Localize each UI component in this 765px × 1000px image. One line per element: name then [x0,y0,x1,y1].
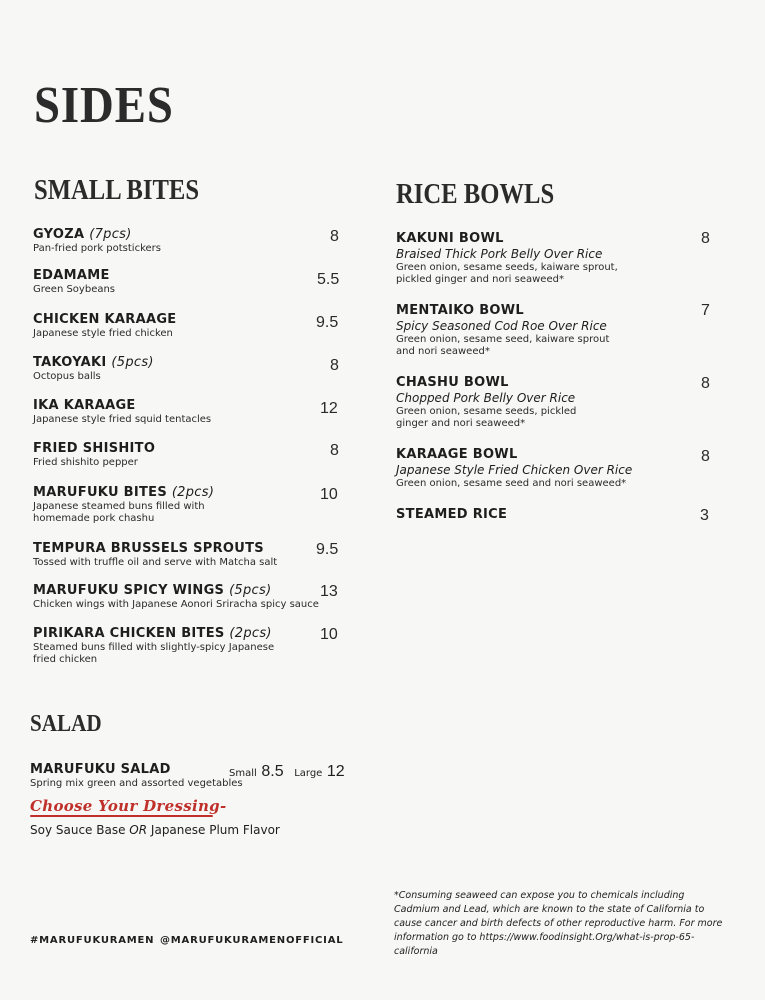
item-description: Japanese steamed buns filled with homemade pork chashu [33,501,205,524]
item-name: KARAAGE BOWL [396,447,518,462]
dressing-underline [30,815,213,817]
item-description: Green onion, sesame seeds, pickled ginger and nori seaweed* [396,406,577,429]
item-price: 8 [330,442,339,459]
large-price: 12 [326,763,345,780]
menu-item-steamed-rice [396,507,606,523]
large-size-label: Large [294,768,323,779]
item-price: 7 [701,302,710,319]
prop-65-footnote: *Consuming seaweed can expose you to chemicals including Cadmium and Lead, which are known to the state of California to cause cancer and birth defects of other reproductive harm. For more information go to https://www.foodinsight.Org/what-is-prop-65-california [394,890,723,957]
item-price: 8 [330,357,339,374]
item-name: TAKOYAKI (5pcs) [33,355,154,370]
dressing-title: Choose Your Dressing- [30,797,227,815]
menu-item-chashu-bowl [396,375,606,430]
item-name: STEAMED RICE [396,507,508,522]
menu-item-karaage-bowl [396,447,646,490]
menu-item-marufuku-bites [33,485,243,525]
item-name: CHICKEN KARAAGE [33,312,177,327]
item-name: MARUFUKU BITES (2pcs) [33,485,215,500]
item-name: MARUFUKU SALAD [30,762,171,777]
rice-bowls-title: RICE BOWLS [396,179,555,210]
item-price: 12 [320,400,338,417]
dressing-options [30,823,280,837]
menu-item-fried-shishito [33,441,343,469]
item-name: GYOZA (7pcs) [33,227,132,242]
small-bites-title: SMALL BITES [34,175,200,206]
page-title: SIDES [34,77,174,134]
item-name: EDAMAME [33,268,110,283]
item-name: FRIED SHISHITO [33,441,156,456]
item-name: MENTAIKO BOWL [396,303,525,318]
small-size-label: Small [229,768,257,779]
item-description: Japanese style fried chicken [33,328,173,339]
dressing-or: OR [129,823,148,837]
item-description: Green Soybeans [33,284,116,295]
item-description: Chicken wings with Japanese Aonori Sriracha spicy sauce [33,599,319,610]
menu-item-gyoza [33,227,343,255]
item-name: PIRIKARA CHICKEN BITES (2pcs) [33,626,272,641]
item-price: 8 [701,375,710,392]
item-price: 10 [320,626,338,643]
item-description: Green onion, sesame seed and nori seaweed* [396,478,627,489]
item-name: MARUFUKU SPICY WINGS (5pcs) [33,583,272,598]
item-subtitle: Braised Thick Pork Belly Over Rice [396,247,603,261]
item-price: 8 [330,228,339,245]
item-price: 5.5 [317,271,340,288]
item-description: Tossed with truffle oil and serve with Matcha salt [33,557,278,568]
item-name: KAKUNI BOWL [396,231,504,246]
item-subtitle: Japanese Style Fried Chicken Over Rice [396,463,633,477]
item-description: Octopus balls [33,371,101,382]
item-price: 3 [700,507,709,524]
menu-item-tempura-brussels-sprouts [33,541,343,569]
menu-item-kakuni-bowl [396,231,626,286]
item-name: IKA KARAAGE [33,398,136,413]
item-price: 10 [320,486,338,503]
menu-item-chicken-karaage [33,312,343,340]
item-description: Japanese style fried squid tentacles [33,414,212,425]
item-description: Steamed buns filled with slightly-spicy Japanese fried chicken [33,642,275,665]
item-description: Fried shishito pepper [33,457,138,468]
menu-item-marufuku-spicy-wings [33,583,343,611]
small-price: 8.5 [261,763,284,780]
item-price: 8 [701,448,710,465]
item-price: 13 [320,583,338,600]
item-name: CHASHU BOWL [396,375,509,390]
salad-prices [229,761,345,781]
menu-item-mentaiko-bowl [396,303,616,358]
item-description: Green onion, sesame seeds, kaiware sprout, pickled ginger and nori seaweed* [396,262,618,285]
item-subtitle: Spicy Seasoned Cod Roe Over Rice [396,319,607,333]
item-name: TEMPURA BRUSSELS SPROUTS [33,541,264,556]
hashtag: #MARUFUKURAMEN [30,935,155,946]
item-price: 9.5 [316,314,339,331]
salad-title: SALAD [30,711,102,737]
instagram-handle: @MARUFUKURAMENOFFICIAL [160,935,344,946]
item-description: Pan-fried pork potstickers [33,243,161,254]
menu-item-takoyaki [33,355,343,383]
menu-item-ika-karaage [33,398,343,426]
menu-item-pirikara-chicken-bites [33,626,278,666]
item-price: 8 [701,230,710,247]
item-description: Green onion, sesame seed, kaiware sprout and nori seaweed* [396,334,610,357]
dressing-option-soy: Soy Sauce Base [30,823,126,837]
menu-item-edamame [33,268,343,296]
item-description: Spring mix green and assorted vegetables [30,778,243,789]
dressing-option-plum: Japanese Plum Flavor [150,823,280,837]
item-subtitle: Chopped Pork Belly Over Rice [396,391,576,405]
item-price: 9.5 [316,541,339,558]
